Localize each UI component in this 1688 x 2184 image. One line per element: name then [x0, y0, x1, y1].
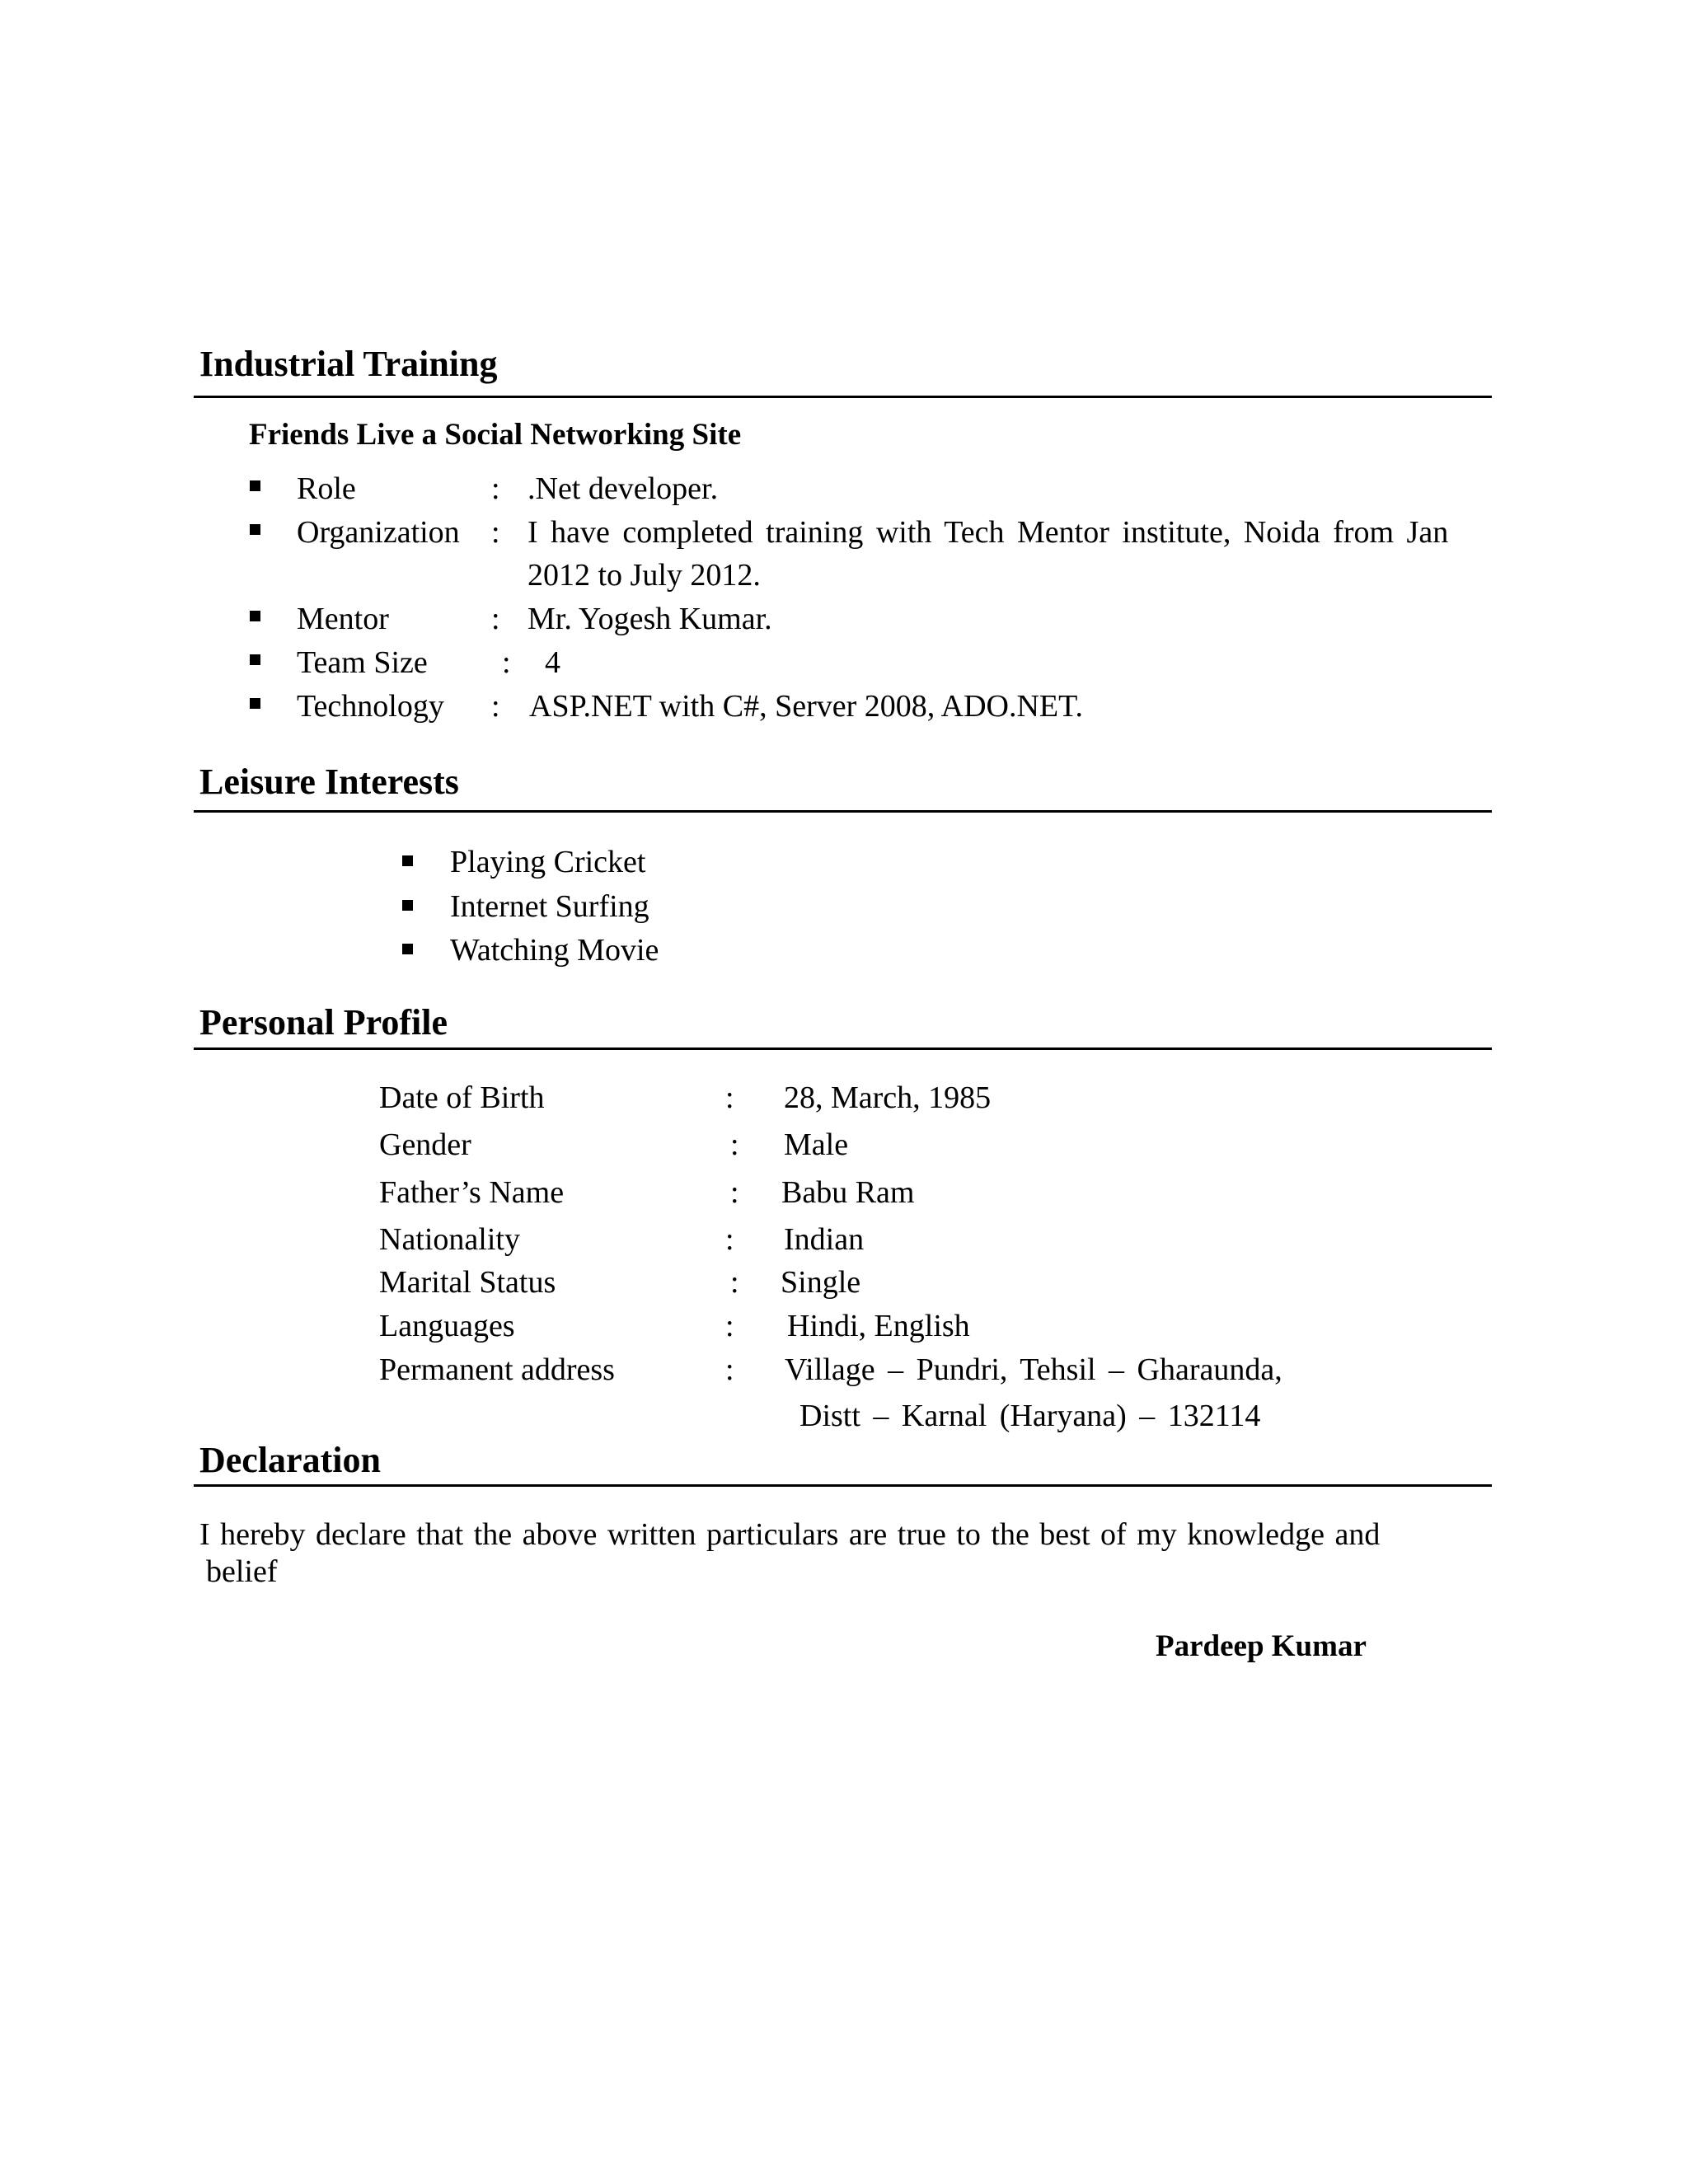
training-value-organization: I have completed training with Tech Mentor institute, Noida from Jan [528, 515, 1449, 550]
training-separator: : [502, 645, 511, 680]
training-label-team-size: Team Size [297, 645, 428, 680]
section-title-industrial-training: Industrial Training [199, 344, 498, 384]
bullet-icon [402, 900, 413, 911]
bullet-icon [402, 855, 413, 866]
declaration-text-line2: belief [206, 1554, 278, 1589]
interest-item: Internet Surfing [450, 889, 649, 924]
training-separator: : [491, 689, 500, 724]
interest-item: Watching Movie [450, 933, 659, 968]
training-value-mentor: Mr. Yogesh Kumar. [528, 602, 772, 636]
profile-separator: : [730, 1175, 739, 1210]
section-divider [194, 810, 1492, 813]
training-separator: : [491, 471, 500, 506]
training-value-team-size: 4 [545, 645, 560, 680]
profile-value-fathers-name: Babu Ram [781, 1175, 915, 1210]
profile-value-languages: Hindi, English [787, 1309, 970, 1343]
training-separator: : [491, 515, 500, 550]
profile-separator: : [725, 1222, 734, 1257]
profile-separator: : [730, 1127, 739, 1162]
section-divider [194, 1484, 1492, 1487]
training-separator: : [491, 602, 500, 636]
training-label-role: Role [297, 471, 356, 506]
training-label-mentor: Mentor [297, 602, 389, 636]
training-value-organization-cont: 2012 to July 2012. [528, 558, 761, 593]
profile-label-gender: Gender [379, 1127, 471, 1162]
profile-value-marital-status: Single [781, 1265, 861, 1300]
section-title-leisure-interests: Leisure Interests [199, 762, 459, 802]
section-divider [194, 1047, 1492, 1050]
profile-label-languages: Languages [379, 1309, 515, 1343]
signature-name: Pardeep Kumar [1156, 1629, 1367, 1663]
profile-separator: : [725, 1352, 734, 1387]
section-title-personal-profile: Personal Profile [199, 1002, 448, 1043]
section-title-declaration: Declaration [199, 1440, 381, 1480]
bullet-icon [250, 524, 260, 535]
profile-value-permanent-address-cont: Distt – Karnal (Haryana) – 132114 [799, 1399, 1261, 1433]
training-label-organization: Organization [297, 515, 460, 550]
profile-value-dob: 28, March, 1985 [784, 1080, 992, 1115]
profile-label-nationality: Nationality [379, 1222, 520, 1257]
bullet-icon [402, 944, 413, 954]
profile-separator: : [725, 1309, 734, 1343]
declaration-text-line1: I hereby declare that the above written particulars are true to the best of my knowledge and [199, 1517, 1381, 1552]
profile-label-permanent-address: Permanent address [379, 1352, 615, 1387]
profile-separator: : [730, 1265, 739, 1300]
profile-value-permanent-address: Village – Pundri, Tehsil – Gharaunda, [785, 1352, 1282, 1387]
bullet-icon [250, 698, 260, 709]
profile-label-dob: Date of Birth [379, 1080, 545, 1115]
bullet-icon [250, 611, 260, 621]
training-value-technology: ASP.NET with C#, Server 2008, ADO.NET. [529, 689, 1084, 724]
profile-value-nationality: Indian [784, 1222, 865, 1257]
bullet-icon [250, 480, 260, 491]
bullet-icon [250, 654, 260, 665]
section-divider [194, 396, 1492, 398]
profile-label-fathers-name: Father’s Name [379, 1175, 565, 1210]
training-value-role: .Net developer. [528, 471, 719, 506]
interest-item: Playing Cricket [450, 845, 646, 879]
profile-separator: : [725, 1080, 734, 1115]
training-label-technology: Technology [297, 689, 444, 724]
project-title: Friends Live a Social Networking Site [249, 418, 742, 452]
profile-value-gender: Male [784, 1127, 849, 1162]
profile-label-marital-status: Marital Status [379, 1265, 556, 1300]
